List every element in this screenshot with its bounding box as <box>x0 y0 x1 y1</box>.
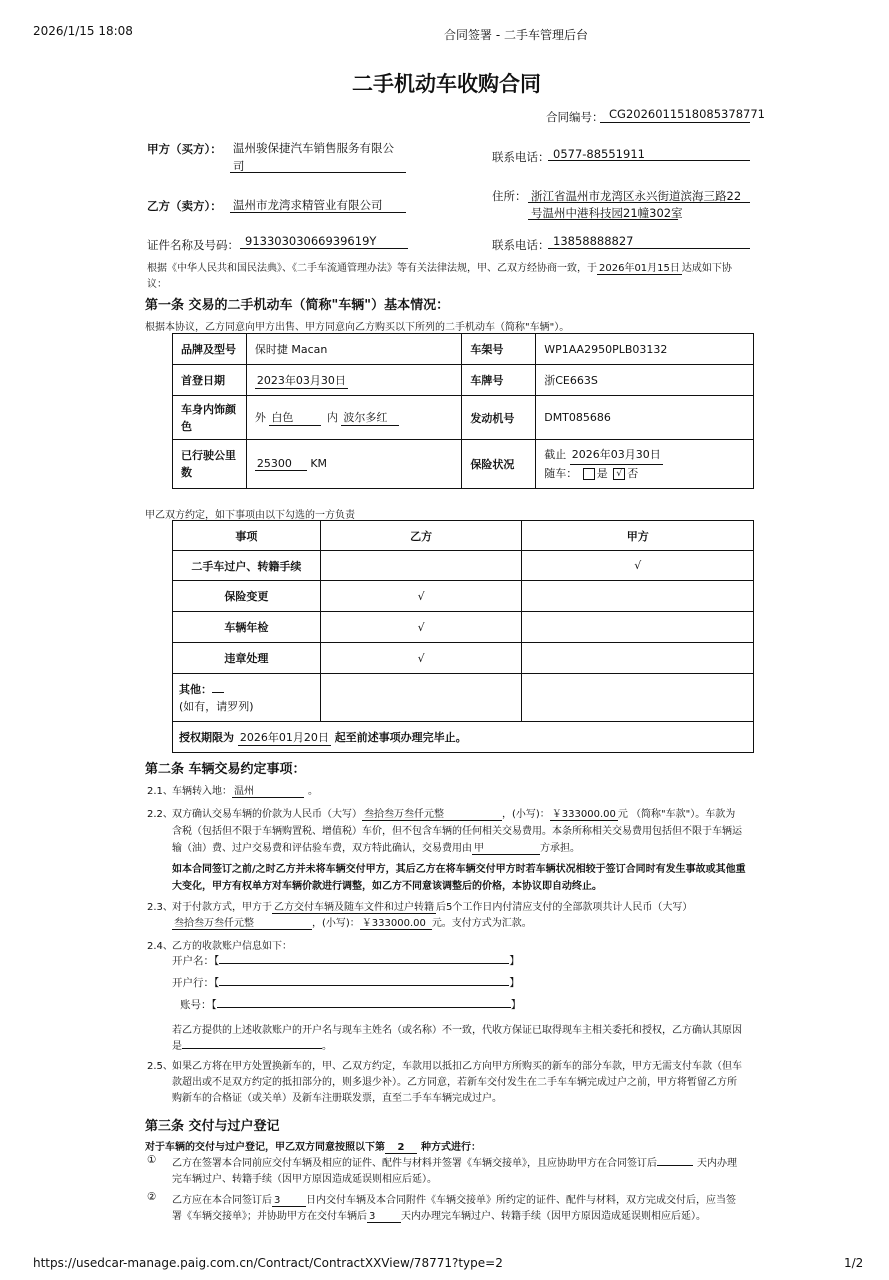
option-2-b: 日内交付车辆及本合同附件《车辆交接单》所约定的证件、配件与材料，双方完成交付后，应当签 <box>306 1195 736 1206</box>
s22-line-3a: 输（油）费、过户交易费和评估验车费，双方特此确认，交易费用由 <box>172 843 472 854</box>
auth-date: 2026年01月20日 <box>239 730 329 744</box>
s24-note-2a: 是 <box>172 1041 182 1052</box>
party-b-phone-label: 联系电话： <box>492 238 550 252</box>
option-2-c: 署《车辆交接单》；并协助甲方在交付车辆后 <box>172 1211 367 1222</box>
account-name-field[interactable] <box>219 952 509 964</box>
option-1-a: 乙方在签署本合同前应交付车辆及相应的证件、配件与材料并签署《车辆交接单》，且应协助甲方在合同签订后 <box>172 1158 657 1169</box>
party-b-addr-label: 住所： <box>492 189 527 203</box>
party-b-addr-2: 号温州中港科技园21幢302室 <box>531 206 683 220</box>
art3-intro-num: 2 <box>385 1142 417 1154</box>
print-datetime: 2026/1/15 18:08 <box>33 24 133 38</box>
s23-a: 对于付款方式，甲方于 <box>172 902 272 913</box>
party-a-label: 甲方（买方）： <box>147 142 222 156</box>
duty-item: 二手车过户、转籍手续 <box>173 551 321 581</box>
intro-text-1 <box>147 259 732 275</box>
insurance-no-label: 否 <box>627 466 639 480</box>
mileage-cell <box>246 440 462 489</box>
brand-value: 保时捷 Macan <box>246 334 462 365</box>
duty-item: 保险变更 <box>173 581 321 612</box>
account-no-label: 账号：【 <box>180 999 217 1011</box>
s21-no: 2.1、 <box>147 786 173 797</box>
s23-capital: 叁拾叁万叁仟元整 <box>172 914 312 930</box>
insurance-label: 保险状况 <box>462 440 536 489</box>
s24-note-2b: 。 <box>322 1041 332 1052</box>
int-color: 波尔多红 <box>341 409 399 426</box>
duty-b-check[interactable]: √ <box>320 643 522 674</box>
duty-other-row <box>179 681 320 698</box>
mileage-value: 25300 <box>255 457 307 471</box>
option-2-no: ② <box>147 1191 157 1203</box>
contract-title: 二手机动车收购合同 <box>352 72 541 96</box>
s22-bold-1: 如本合同签订之前/之时乙方并未将车辆交付甲方，其后乙方在将车辆交付甲方时若车辆状况相较于签订合同时有发生事故或其他重 <box>172 864 746 875</box>
article-2-title: 第二条 车辆交易约定事项： <box>145 762 306 777</box>
mileage-label-1: 已行驶公里 <box>181 449 236 462</box>
s22-no: 2.2、 <box>147 809 173 820</box>
option-1-line-1 <box>172 1154 737 1169</box>
s21-label: 车辆转入地： <box>172 786 232 797</box>
int-label: 内 <box>326 411 338 424</box>
insurance-until-date: 2026年03月30日 <box>570 446 663 465</box>
option-2-line-2 <box>172 1207 706 1223</box>
account-name-row <box>172 952 520 968</box>
insurance-yes-checkbox[interactable] <box>583 468 595 480</box>
insurance-until-row <box>544 446 745 465</box>
vin-value: WP1AA2950PLB03132 <box>536 334 754 365</box>
s22-c: 元 （简称"车款"）。车款为 <box>617 809 736 820</box>
option-1-days[interactable] <box>657 1154 693 1166</box>
duty-other-b[interactable] <box>320 674 522 722</box>
party-b-id-value: 91330303066939619Y <box>245 234 377 248</box>
plate-label: 车牌号 <box>462 365 536 396</box>
party-a-phone-underline <box>548 160 750 161</box>
s23-c: ，(小写)： <box>312 918 360 929</box>
account-bank-close: 】 <box>509 977 520 989</box>
s22-line-1 <box>172 805 735 821</box>
option-2-e: 天内办理完车辆过户、转籍手续（因甲方原因造成延误则相应后延）。 <box>401 1211 706 1222</box>
article-3-title: 第三条 交付与过户登记 <box>145 1119 280 1134</box>
party-b-name-underline <box>230 212 406 213</box>
account-no-close: 】 <box>510 999 522 1011</box>
option-2-a: 乙方应在本合同签订后 <box>172 1195 272 1206</box>
auth-period-cell <box>173 722 754 753</box>
party-b-id-label: 证件名称及号码： <box>147 238 239 252</box>
ext-label: 外 <box>254 411 266 424</box>
s22-capital: 叁拾叁万叁仟元整 <box>362 805 502 821</box>
party-b-addr-1: 浙江省温州市龙湾区永兴街道滨海三路22 <box>531 189 742 203</box>
party-b-label: 乙方（卖方）： <box>147 199 222 213</box>
party-a-phone-label: 联系电话： <box>492 150 550 164</box>
engine-value: DMT085686 <box>536 396 754 440</box>
vehicle-info-table <box>172 333 754 489</box>
insurance-until-label: 截止 <box>544 447 567 461</box>
duty-b-check[interactable] <box>320 551 522 581</box>
page-number: 1/2 <box>844 1256 864 1270</box>
party-a-name-2: 司 <box>233 159 245 173</box>
duty-col-item: 事项 <box>173 521 321 551</box>
s21-end: 。 <box>308 786 318 797</box>
s25-line-2: 款超出或不足双方约定的抵扣部分的，则多退少补）。乙方同意，若新车交付发生在二手车车辆完成过户之前，甲方将暂留乙方所 <box>172 1077 737 1088</box>
duty-other-a[interactable] <box>522 674 754 722</box>
article-1-title: 第一条 交易的二手机动车（简称"车辆"）基本情况： <box>145 298 450 313</box>
engine-label: 发动机号 <box>462 396 536 440</box>
insurance-yes-label: 是 <box>596 466 608 480</box>
auth-tail: 起至前述事项办理完毕止。 <box>334 730 467 744</box>
duty-a-check[interactable]: √ <box>522 551 754 581</box>
party-a-name-1: 温州骏保捷汽车销售服务有限公 <box>233 141 394 155</box>
s25-line-3: 购新车的合格证（或关单）及新车注册联发票，直至二手车车辆完成过户。 <box>172 1093 502 1104</box>
vin-label: 车架号 <box>462 334 536 365</box>
intro-part-2: 达成如下协 <box>681 263 732 274</box>
duty-item: 车辆年检 <box>173 612 321 643</box>
reg-date-cell <box>246 365 462 396</box>
s22-bold-2: 大变化，甲方有权单方对车辆价款进行调整，如乙方不同意该调整后的价格，本协议即自动终止。 <box>172 881 602 892</box>
s24-title: 乙方的收款账户信息如下： <box>172 941 292 952</box>
contract-no-underline <box>600 122 750 123</box>
contract-no-label: 合同编号： <box>546 110 604 124</box>
party-a-name-underline <box>230 172 406 173</box>
option-2-days-2: 3 <box>367 1211 401 1223</box>
s21-value: 温州 <box>232 782 304 798</box>
option-2-line-1 <box>172 1191 736 1207</box>
s21-row <box>172 782 318 798</box>
color-label-2: 色 <box>181 419 192 433</box>
party-b-phone-underline <box>548 248 750 249</box>
insurance-cell <box>536 440 754 489</box>
mileage-label-2: 数 <box>181 466 192 479</box>
duty-col-a: 甲方 <box>522 521 754 551</box>
duty-a-check[interactable] <box>522 643 754 674</box>
s22-payer: 甲 <box>472 839 540 855</box>
mileage-unit: KM <box>310 457 328 470</box>
party-b-addr-underline-1 <box>528 202 750 203</box>
s22-line-3b: 方承担。 <box>540 843 580 854</box>
s23-line-1 <box>172 898 692 914</box>
s23-no: 2.3、 <box>147 902 173 913</box>
party-b-id-underline <box>240 248 408 249</box>
intro-part-1: 根据《中华人民共和国民法典》、《二手车流通管理办法》等有关法律法规，甲、乙双方经协商一致，于 <box>147 263 597 274</box>
account-name-close: 】 <box>509 955 520 967</box>
s23-d: 元。支付方式为汇款。 <box>431 918 532 929</box>
s23-amount: ￥333000.00 <box>360 914 432 930</box>
plate-value: 浙CE663S <box>536 365 754 396</box>
duty-other-blank[interactable] <box>212 681 224 693</box>
insurance-no-checkbox[interactable]: √ <box>613 468 625 480</box>
duty-b-check[interactable]: √ <box>320 612 522 643</box>
duty-other-label: 其他： <box>179 682 212 696</box>
option-1-line-2: 完车辆过户、转籍手续（因甲方原因造成延误则相应后延）。 <box>172 1174 437 1185</box>
duty-desc: 甲乙双方约定，如下事项由以下勾选的一方负责 <box>145 510 355 521</box>
account-bank-row <box>172 974 520 990</box>
account-no-field[interactable] <box>217 996 511 1008</box>
duty-b-check[interactable]: √ <box>320 581 522 612</box>
s22-line-2: 含税（包括但不限于车辆购置税、增值税）车价，但不包含车辆的任何相关交易费用。本条所称相关交易费用包括但不限于车辆运 <box>172 826 742 837</box>
s25-no: 2.5、 <box>147 1061 173 1072</box>
mileage-label-cell <box>173 440 247 489</box>
duty-table <box>172 520 754 753</box>
article-1-desc: 根据本协议，乙方同意向甲方出售、甲方同意向乙方购买以下所列的二手机动车（简称"车辆"）。 <box>145 322 570 333</box>
account-no-row <box>180 996 521 1012</box>
reg-date-value: 2023年03月30日 <box>256 373 346 387</box>
insurance-follow-row <box>544 465 745 483</box>
color-cell <box>246 396 462 440</box>
party-b-phone: 13858888827 <box>553 234 634 248</box>
s22-a: 双方确认交易车辆的价款为人民币（大写） <box>172 809 362 820</box>
duty-item: 违章处理 <box>173 643 321 674</box>
option-2-days-1: 3 <box>272 1195 306 1207</box>
page-url: https://usedcar-manage.paig.com.cn/Contract/ContractXXView/78771?type=2 <box>33 1256 503 1270</box>
party-b-name: 温州市龙湾求精管业有限公司 <box>233 198 383 212</box>
duty-a-check[interactable] <box>522 581 754 612</box>
account-bank-field[interactable] <box>219 974 509 986</box>
page-title: 合同签署 - 二手车管理后台 <box>444 28 588 42</box>
option-1-no: ① <box>147 1154 157 1166</box>
contract-no-value: CG2026011518085378771 <box>609 107 765 121</box>
s22-b: ，(小写)： <box>502 809 550 820</box>
intro-text-2: 议： <box>147 279 167 290</box>
duty-a-check[interactable] <box>522 612 754 643</box>
account-bank-label: 开户行：【 <box>172 977 220 989</box>
s23-b: 后5个工作日内付清应支付的全部款项共计人民币（大写） <box>436 902 693 913</box>
auth-label: 授权期限为 <box>179 730 234 744</box>
intro-date: 2026年01月15日 <box>597 259 682 275</box>
color-label-cell <box>173 396 247 440</box>
option-1-b: 天内办理 <box>697 1158 737 1169</box>
insurance-follow-label: 随车： <box>544 466 578 480</box>
duty-other-cell <box>173 674 321 722</box>
art3-intro-a: 对于车辆的交付与过户登记，甲乙双方同意按照以下第 <box>145 1142 385 1153</box>
s24-note-1: 若乙方提供的上述收款账户的开户名与现车主姓名（或名称）不一致，代收方保证已取得现车主相关委托和授权，乙方确认其原因 <box>172 1025 742 1036</box>
reg-date-label: 首登日期 <box>173 365 247 396</box>
s24-note-2 <box>172 1037 332 1052</box>
s22-line-3 <box>172 839 580 855</box>
color-label-1: 车身内饰颜 <box>181 402 236 416</box>
s24-reason-field[interactable] <box>182 1037 322 1049</box>
s23-line-2 <box>172 914 532 930</box>
ext-color: 白色 <box>269 409 321 426</box>
s22-amount: ￥333000.00 <box>550 805 618 821</box>
duty-col-b: 乙方 <box>320 521 522 551</box>
account-name-label: 开户名：【 <box>172 955 220 967</box>
duty-other-note: (如有，请罗列) <box>179 699 254 713</box>
art3-intro <box>145 1138 481 1154</box>
brand-label: 品牌及型号 <box>173 334 247 365</box>
art3-intro-b: 种方式进行： <box>421 1142 481 1153</box>
s23-condition: 乙方交付车辆及随车文件和过户转籍 <box>272 898 436 914</box>
party-a-phone: 0577-88551911 <box>553 147 645 161</box>
s24-no: 2.4、 <box>147 941 173 952</box>
s25-line-1: 如果乙方将在甲方处置换新车的，甲、乙双方约定，车款用以抵扣乙方向甲方所购买的新车的部分车款，甲方无需支付车款（但车 <box>172 1061 742 1072</box>
party-b-addr-underline-2 <box>528 219 678 220</box>
